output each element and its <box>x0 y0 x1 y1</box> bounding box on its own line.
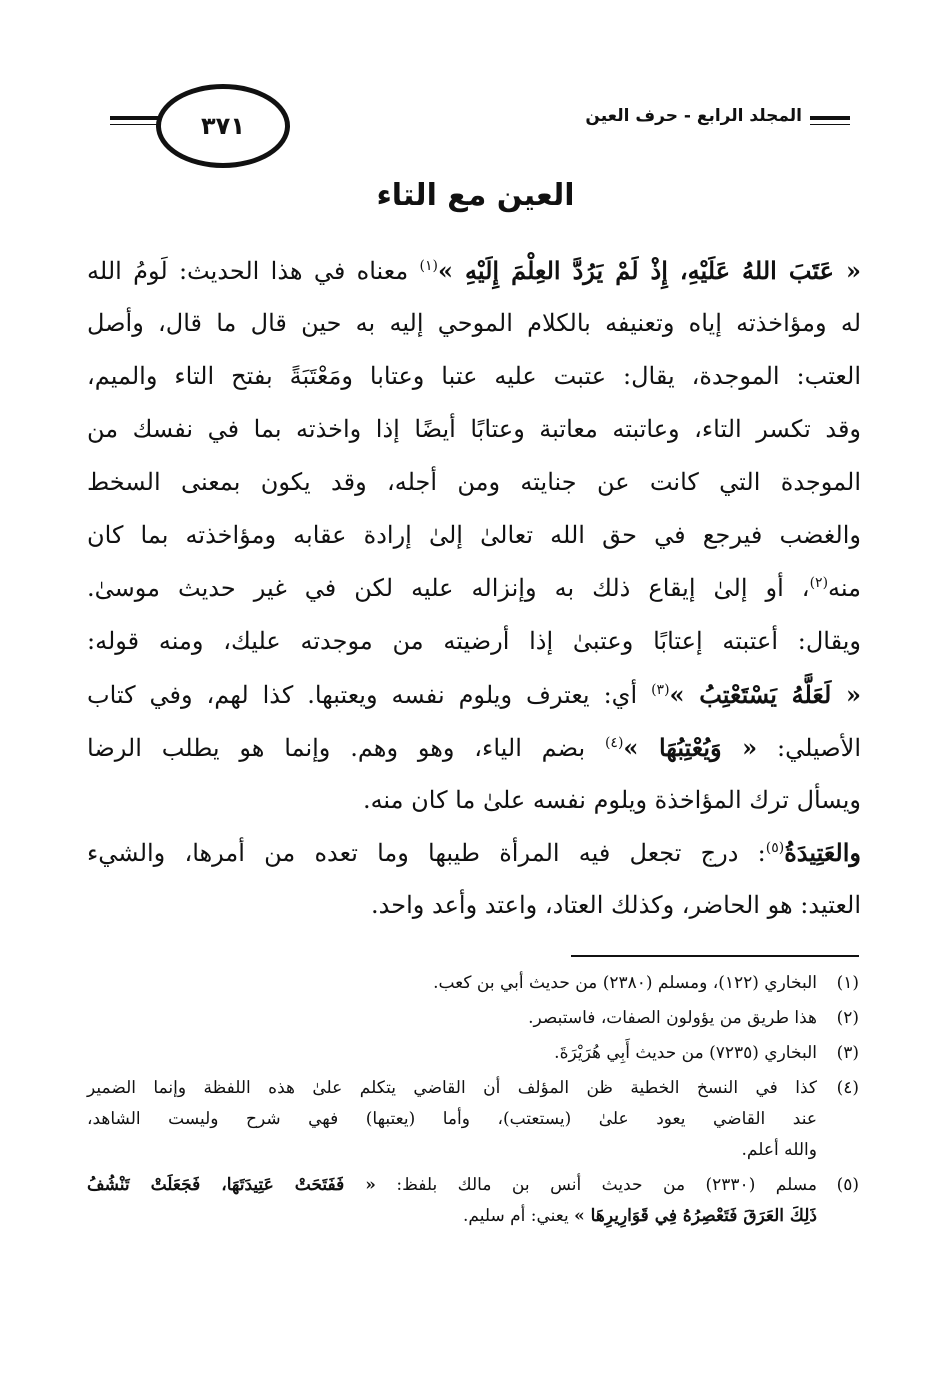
text-line: الموجدة التي كانت عن جنايته ومن أجله، وقد يكون بمعنى السخط <box>87 468 861 496</box>
footnote-number: (٣) <box>836 1043 859 1063</box>
footnote <box>87 1073 859 1166</box>
text-line: العتيد: هو الحاضر، وكذلك العتاد، واعتد وأعد واحد. <box>371 891 861 919</box>
hadith-quote: « لَعَلَّهُ يَسْتَعْتِبُ » <box>669 680 861 709</box>
footnote-ref: (٤) <box>604 735 624 751</box>
text-span: : درج تجعل فيه المرأة طيبها وما تعده من أمرها، والشيء <box>87 839 766 867</box>
main-paragraph <box>87 244 861 827</box>
footnote-number: (١) <box>836 973 859 993</box>
text-span: بضم الياء، وهو وهم. وإنما هو يطلب الرضا <box>87 734 605 762</box>
running-header <box>110 72 850 172</box>
page-number: ٣٧١ <box>201 112 245 140</box>
text-line <box>87 562 861 615</box>
text-line <box>87 668 861 721</box>
footnote-number: (٤) <box>836 1078 859 1098</box>
footnote-ref: (٣) <box>651 682 670 698</box>
header-rule-thin-left <box>110 124 158 125</box>
footnote-line: هذا طريق من يؤولون الصفات، فاستبصر. <box>528 1008 817 1028</box>
footnote <box>87 1038 859 1069</box>
footnote-number: (٥) <box>836 1175 859 1195</box>
headword: والعَتِيدَةُ <box>784 838 861 867</box>
footnote <box>87 1003 859 1034</box>
text-span: الأصيلي: <box>757 734 862 762</box>
text-span: ، أو إلىٰ إيقاع ذلك به وإنزاله عليه لكن في غير حديث موسىٰ. <box>87 574 810 602</box>
text-line: والغضب فيرجع في حق الله تعالىٰ إلىٰ إرادة عقابه ومؤاخذته بما كان <box>87 521 862 549</box>
footnote-line: كذا في النسخ الخطية ظن المؤلف أن القاضي يتكلم علىٰ هذه اللفظة وإنما الضمير <box>87 1078 817 1098</box>
section-title: العين مع التاء <box>376 178 575 213</box>
hadith-quote: « عَتَبَ اللهُ عَلَيْهِ، إِذْ لَمْ يَرُدَّ العِلْمَ إِلَيْهِ » <box>437 256 862 285</box>
header-rule-thick-left <box>110 116 158 120</box>
footnote-line: عند القاضي يعود علىٰ (يستعتب)، وأما (يعتبها) فهي شرح وليست الشاهد، <box>87 1109 817 1129</box>
footnotes <box>87 968 859 1232</box>
footnote-line: البخاري (٧٢٣٥) من حديث أَبِي هُرَيْرَةَ. <box>554 1043 817 1063</box>
text-line: ويسأل ترك المؤاخذة ويلوم نفسه علىٰ ما كان منه. <box>362 786 861 814</box>
text-span: يعني: أم سليم. <box>463 1206 575 1226</box>
text-line <box>87 244 861 297</box>
footnote-separator <box>571 955 859 957</box>
text-line: ويقال: أعتبته إعتابًا وعتبىٰ إذا أرضيته من موجدته عليك، ومنه قوله: <box>87 627 861 655</box>
second-paragraph <box>87 826 861 932</box>
hadith-quote: « وَيُعْتِبُهَا » <box>623 733 758 762</box>
text-line <box>87 721 861 774</box>
footnote <box>87 968 859 999</box>
footnote <box>87 1170 859 1232</box>
footnote-number: (٢) <box>836 1008 859 1028</box>
text-span: أي: يعترف ويلوم نفسه ويعتبها. كذا لهم، وفي كتاب <box>87 681 652 709</box>
page-number-oval <box>156 84 290 168</box>
hadith-quote: ذَلِكَ العَرَقَ فَتَعْصِرُهُ فِي قَوَارِيرِهَا » <box>574 1206 817 1226</box>
footnote-ref: (٢) <box>809 575 829 591</box>
text-span: منه <box>828 574 861 602</box>
footnote-ref: (٥) <box>765 840 785 856</box>
footnote-line <box>87 1201 817 1232</box>
text-line <box>87 826 861 879</box>
footnote-line <box>87 1170 817 1201</box>
text-span: مسلم (٢٣٣٠) من حديث أنس بن مالك بلفظ: <box>375 1175 818 1195</box>
text-line: العتب: الموجدة، يقال: عتبت عليه عتبا وعتابا ومَعْتَبَةً بفتح التاء والميم، <box>87 362 861 390</box>
footnote-line: والله أعلم. <box>741 1140 817 1160</box>
footnote-ref: (١) <box>419 258 438 274</box>
text-span: معناه في هذا الحديث: لَومُ الله <box>87 257 420 285</box>
hadith-quote: « فَفَتَحَتْ عَتِيدَتَهَا، فَجَعَلَتْ تَنْشُفُ <box>87 1175 376 1195</box>
text-line: وقد تكسر التاء، وعاتبته معاتبة وعتابًا أيضًا إذا واخذته بما في نفسك من <box>87 415 861 443</box>
footnote-line: البخاري (١٢٢)، ومسلم (٢٣٨٠) من حديث أبي بن كعب. <box>433 973 817 993</box>
running-title: المجلد الرابع - حرف العين <box>577 106 810 126</box>
text-line: له ومؤاخذته إياه وتعنيفه بالكلام الموحي إليه به حين قال ما قال، وأصل <box>87 309 861 337</box>
